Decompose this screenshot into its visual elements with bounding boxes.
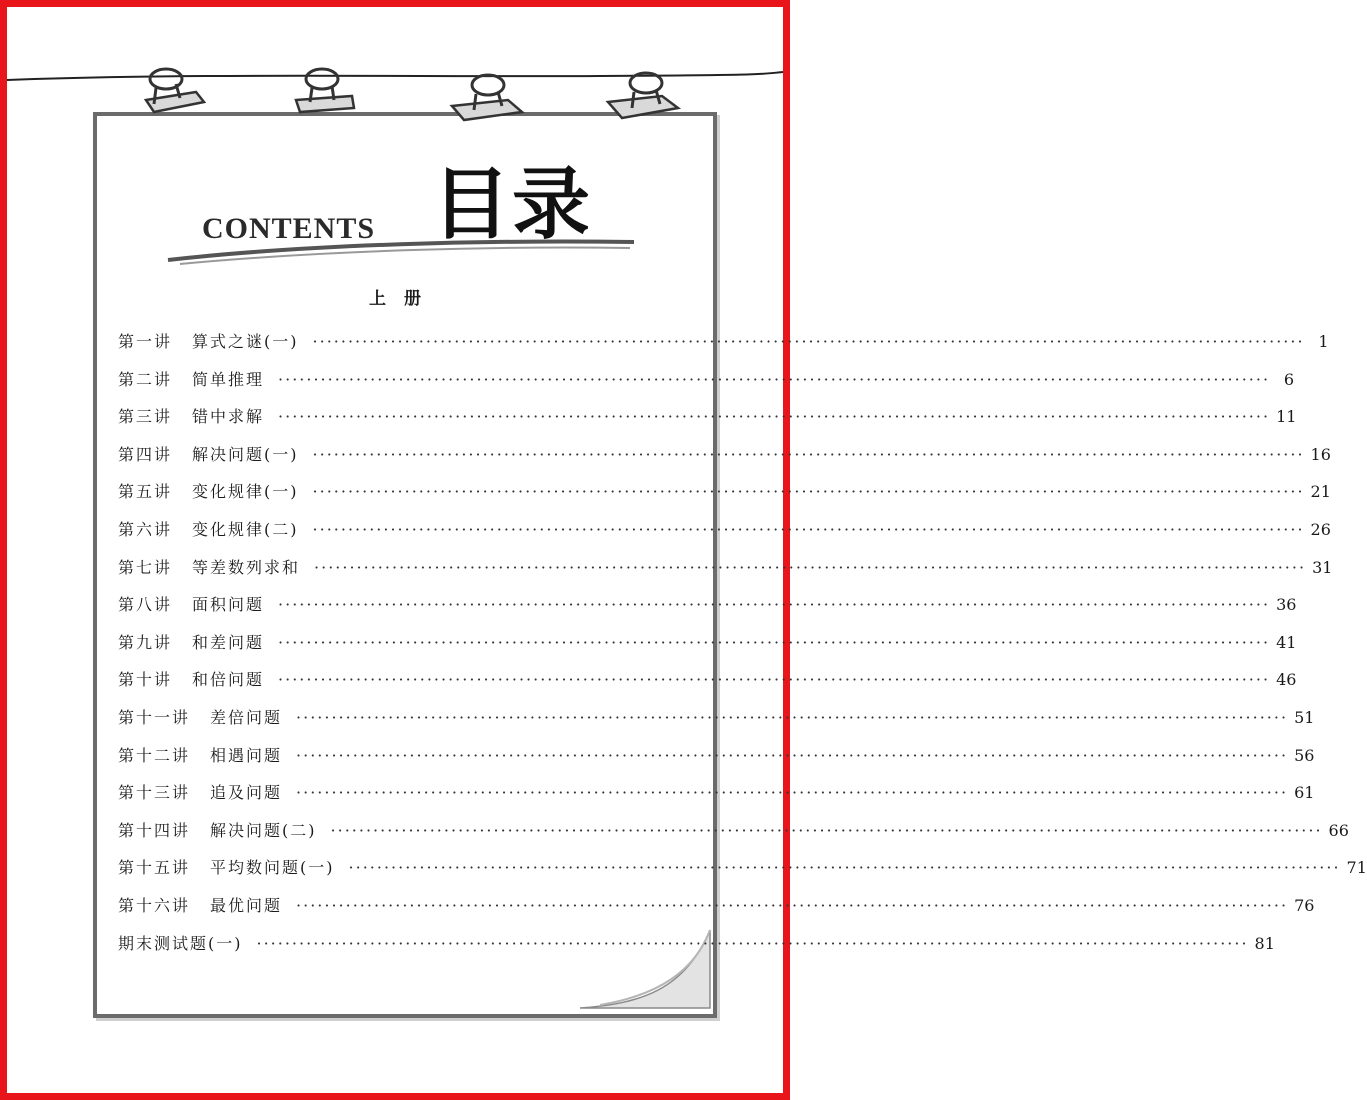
- toc-page-number: 46: [1276, 670, 1297, 690]
- binder-clip-icon: [448, 72, 526, 124]
- toc-entry[interactable]: [118, 632, 1297, 670]
- toc-page-number: 31: [1312, 557, 1333, 577]
- toc-leader-dots: ············································································································································: [278, 670, 1271, 690]
- toc-entry[interactable]: [118, 857, 1367, 895]
- title-underline-swoosh: [160, 230, 640, 270]
- toc-list: [118, 331, 1367, 970]
- toc-lecture-number: 第四讲: [118, 444, 173, 464]
- toc-entry[interactable]: [118, 745, 1315, 783]
- toc-page-number: 66: [1328, 820, 1349, 840]
- toc-page-number: 51: [1294, 707, 1315, 727]
- toc-entry[interactable]: [118, 782, 1315, 820]
- toc-leader-dots: ············································································································································: [278, 407, 1271, 427]
- binder-clip-icon: [140, 66, 210, 118]
- toc-lecture-number: 第七讲: [118, 557, 173, 577]
- toc-entry[interactable]: [118, 669, 1297, 707]
- toc-lecture-number: 第十二讲: [118, 745, 191, 765]
- toc-leader-dots: ············································································································································: [256, 933, 1249, 953]
- toc-title: 错中求解: [192, 407, 265, 427]
- toc-title: 解决问题(一): [192, 444, 299, 464]
- toc-leader-dots: ············································································································································: [312, 519, 1305, 539]
- toc-leader-dots: ············································································································································: [296, 707, 1289, 727]
- toc-title: 相遇问题: [210, 745, 283, 765]
- toc-title: 变化规律(二): [192, 519, 299, 539]
- toc-lecture-number: 第十三讲: [118, 783, 191, 803]
- toc-lecture-number: 第三讲: [118, 407, 173, 427]
- toc-title: 变化规律(一): [192, 482, 299, 502]
- toc-lecture-number: 第十六讲: [118, 895, 191, 915]
- toc-lecture-number: 第六讲: [118, 519, 173, 539]
- page-title-cn: 目录: [432, 160, 593, 250]
- toc-lecture-number: 第二讲: [118, 369, 173, 389]
- toc-page-number: 26: [1310, 519, 1331, 539]
- toc-title: 解决问题(二): [210, 820, 317, 840]
- toc-lecture-number: 第十五讲: [118, 858, 191, 878]
- toc-entry[interactable]: [118, 481, 1331, 519]
- toc-leader-dots: ············································································································································: [278, 595, 1271, 615]
- toc-leader-dots: ············································································································································: [314, 557, 1307, 577]
- binder-clip-icon: [292, 66, 362, 118]
- toc-page-number: 71: [1346, 858, 1367, 878]
- toc-title: 算式之谜(一): [192, 332, 299, 351]
- toc-entry[interactable]: [118, 820, 1349, 858]
- toc-title: 简单推理: [192, 369, 265, 389]
- volume-heading: 上册: [369, 289, 439, 309]
- toc-lecture-number: 第五讲: [118, 482, 173, 502]
- toc-entry[interactable]: [118, 557, 1333, 595]
- toc-page-number: 36: [1276, 595, 1297, 615]
- toc-page-number: 61: [1294, 783, 1315, 803]
- toc-lecture-number: 第九讲: [118, 632, 173, 652]
- toc-entry[interactable]: [118, 444, 1331, 482]
- toc-title: 和倍问题: [192, 670, 265, 690]
- toc-leader-dots: ············································································································································: [278, 632, 1271, 652]
- toc-lecture-number: 第八讲: [118, 595, 173, 615]
- toc-entry[interactable]: [118, 331, 1329, 369]
- toc-entry[interactable]: [118, 895, 1315, 933]
- toc-title: 等差数列求和: [192, 557, 301, 577]
- toc-lecture-number: 第十一讲: [118, 707, 191, 727]
- toc-leader-dots: ············································································································································: [348, 858, 1341, 878]
- toc-page-number: 81: [1254, 933, 1275, 953]
- binder-clip-icon: [604, 70, 682, 122]
- toc-title: 追及问题: [210, 783, 283, 803]
- toc-lecture-number: 第十四讲: [118, 820, 191, 840]
- toc-page-number: 1: [1318, 332, 1329, 351]
- toc-lecture-number: 第十讲: [118, 670, 173, 690]
- toc-page-number: 41: [1276, 632, 1297, 652]
- toc-leader-dots: ············································································································································: [296, 895, 1289, 915]
- toc-page-number: 6: [1283, 369, 1295, 389]
- toc-leader-dots: ············································································································································: [278, 369, 1271, 389]
- toc-lecture-number: 第一讲: [118, 332, 173, 351]
- toc-page-number: 76: [1294, 895, 1315, 915]
- toc-entry[interactable]: [118, 369, 1295, 407]
- toc-entry[interactable]: [118, 933, 1275, 971]
- toc-entry[interactable]: [118, 594, 1297, 632]
- toc-title: 平均数问题(一): [210, 858, 335, 878]
- toc-entry[interactable]: [118, 519, 1331, 557]
- toc-leader-dots: ············································································································································: [330, 820, 1323, 840]
- toc-leader-dots: ············································································································································: [312, 482, 1305, 502]
- toc-page-number: 21: [1310, 482, 1331, 502]
- toc-page-number: 11: [1276, 407, 1297, 427]
- toc-entry[interactable]: [118, 406, 1297, 444]
- toc-title: 最优问题: [210, 895, 283, 915]
- toc-title: 差倍问题: [210, 707, 283, 727]
- toc-title: 期末测试题(一): [118, 933, 243, 953]
- toc-leader-dots: ············································································································································: [312, 444, 1305, 464]
- toc-leader-dots: ············································································································································: [312, 332, 1305, 351]
- page-title-en: CONTENTS: [202, 212, 376, 245]
- toc-title: 面积问题: [192, 595, 265, 615]
- toc-page-number: 16: [1310, 444, 1331, 464]
- toc-entry[interactable]: [118, 707, 1315, 745]
- toc-leader-dots: ············································································································································: [296, 745, 1289, 765]
- toc-page-number: 56: [1294, 745, 1315, 765]
- toc-title: 和差问题: [192, 632, 265, 652]
- toc-leader-dots: ············································································································································: [296, 783, 1289, 803]
